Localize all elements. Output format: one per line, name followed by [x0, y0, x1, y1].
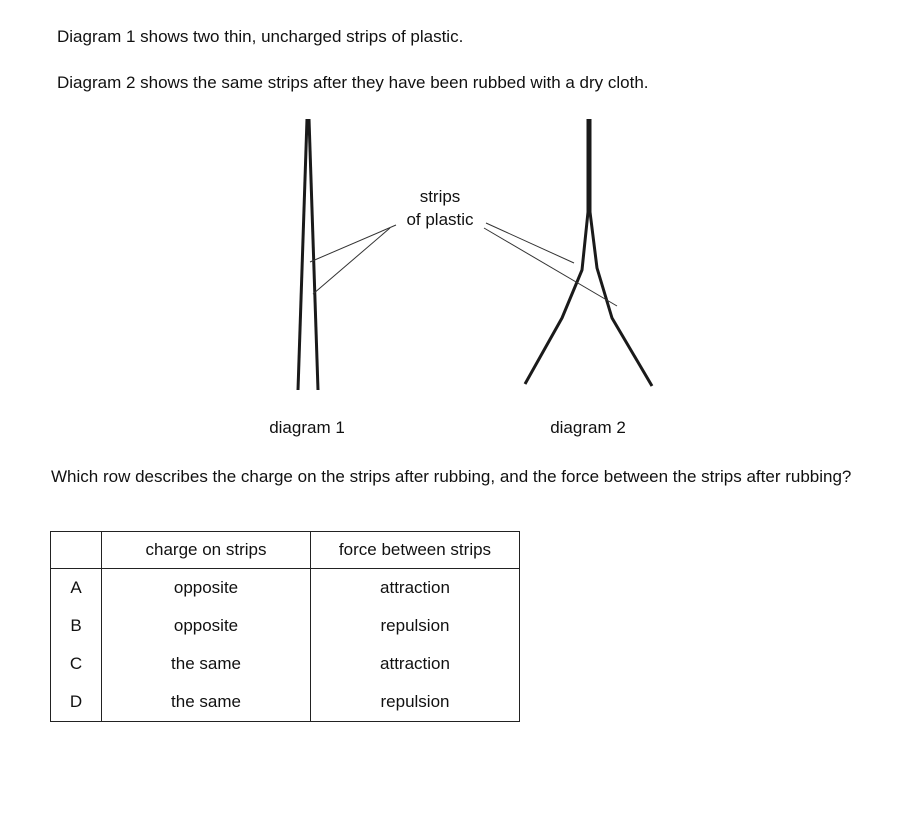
table-row[interactable]: [51, 607, 520, 645]
question-text: Which row describes the charge on the strips after rubbing, and the force between the strips after rubbing?: [51, 467, 852, 486]
leader-line-diagram-1-lower: [313, 228, 390, 294]
answer-table: [50, 531, 520, 722]
diagram-2-left-strip: [525, 119, 588, 384]
table-row[interactable]: [51, 645, 520, 683]
row-letter: C: [51, 645, 102, 683]
row-letter: D: [51, 683, 102, 722]
table-row[interactable]: [51, 569, 520, 608]
intro-text-diagram-2: Diagram 2 shows the same strips after they have been rubbed with a dry cloth.: [57, 73, 649, 92]
header-charge: charge on strips: [102, 532, 311, 569]
intro-text-diagram-1: Diagram 1 shows two thin, uncharged strips of plastic.: [57, 27, 464, 46]
diagram-2-strips: [525, 119, 652, 386]
row-force: repulsion: [311, 683, 520, 722]
diagram-1-right-strip: [309, 119, 318, 390]
diagram-1-caption: diagram 1: [269, 418, 345, 437]
header-force: force between strips: [311, 532, 520, 569]
row-charge: opposite: [102, 569, 311, 608]
row-charge: opposite: [102, 607, 311, 645]
leader-line-diagram-1-upper: [310, 225, 396, 262]
strips-label-line2: of plastic: [406, 210, 474, 229]
table-header-row: [51, 532, 520, 569]
row-charge: the same: [102, 683, 311, 722]
diagram-2-right-strip: [590, 119, 652, 386]
row-letter: A: [51, 569, 102, 608]
header-letter: [51, 532, 102, 569]
row-letter: B: [51, 607, 102, 645]
row-force: attraction: [311, 569, 520, 608]
leader-line-diagram-2-upper: [486, 223, 574, 263]
diagram-2-caption: diagram 2: [550, 418, 626, 437]
strips-label-line1: strips: [419, 187, 461, 206]
row-force: repulsion: [311, 607, 520, 645]
row-charge: the same: [102, 645, 311, 683]
diagram-1-strips: [298, 119, 318, 390]
diagram-1-left-strip: [298, 119, 307, 390]
table-row[interactable]: [51, 683, 520, 722]
row-force: attraction: [311, 645, 520, 683]
